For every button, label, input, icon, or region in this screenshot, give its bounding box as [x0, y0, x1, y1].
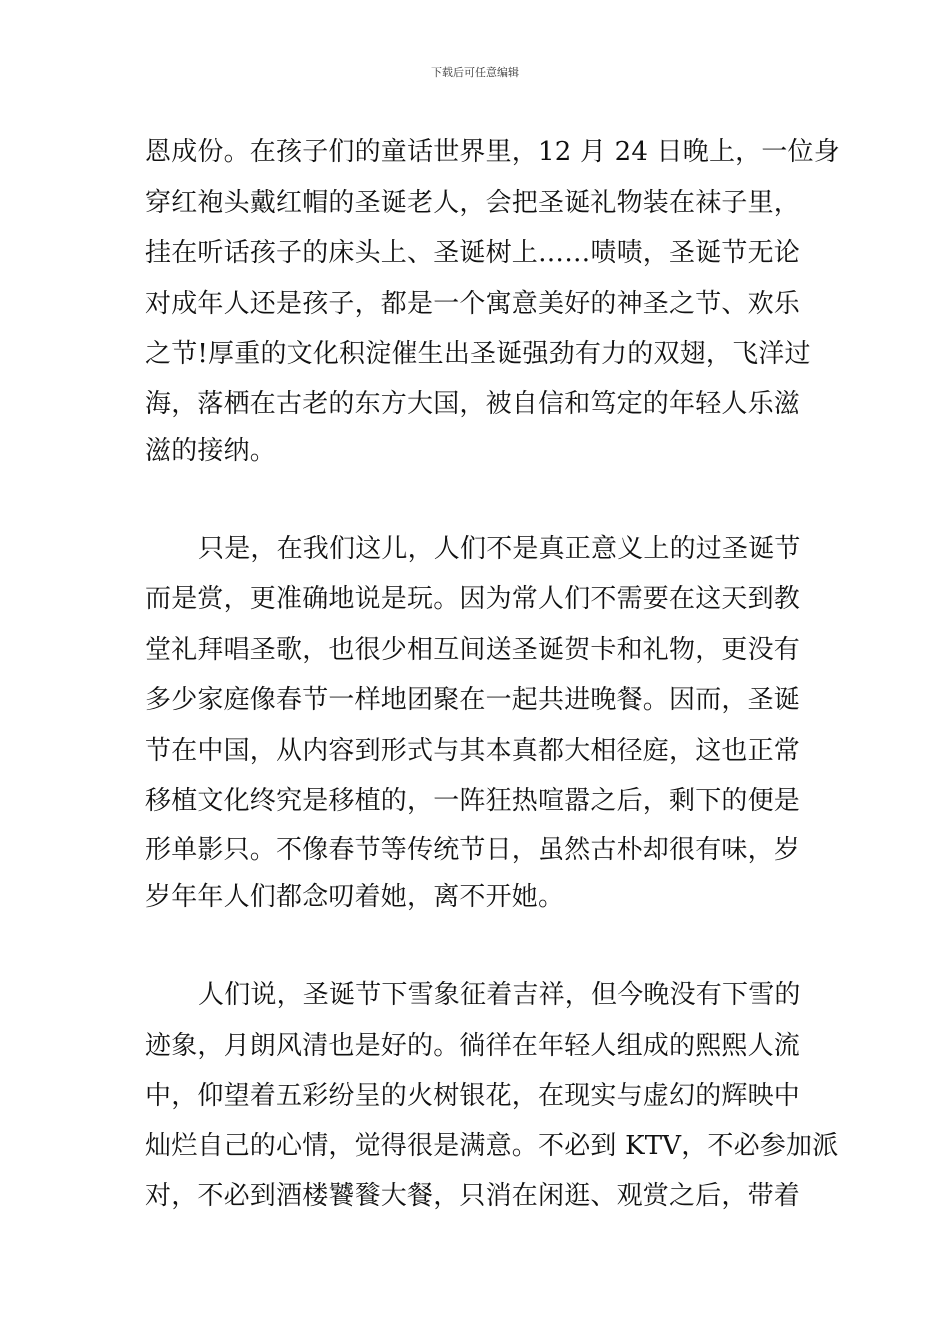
paragraph-1-line-1: 恩成份。在孩子们的童话世界里，12 月 24 日晚上，一位身: [145, 137, 840, 167]
paragraph-2-line-4: 多少家庭像春节一样地团聚在一起共进晚餐。因而，圣诞: [145, 685, 801, 715]
paragraph-1-line-5: 之节!厚重的文化积淀催生出圣诞强劲有力的双翅，飞洋过: [145, 339, 811, 369]
paragraph-3-line-3: 中，仰望着五彩纷呈的火树银花，在现实与虚幻的辉映中: [145, 1081, 801, 1111]
paragraph-3-line-1: 人们说，圣诞节下雪象征着吉祥，但今晚没有下雪的: [198, 980, 801, 1010]
paragraph-1-line-6: 海，落栖在古老的东方大国，被自信和笃定的年轻人乐滋: [145, 389, 801, 419]
paragraph-1-line-2: 穿红袍头戴红帽的圣诞老人，会把圣诞礼物装在袜子里，: [145, 188, 801, 218]
paragraph-1-line-4: 对成年人还是孩子，都是一个寓意美好的神圣之节、欢乐: [145, 289, 801, 319]
paragraph-2-line-6: 移植文化终究是移植的，一阵狂热喧嚣之后，剩下的便是: [145, 786, 801, 816]
paragraph-2-line-1: 只是，在我们这儿，人们不是真正意义上的过圣诞节: [198, 534, 801, 564]
paragraph-2-line-3: 堂礼拜唱圣歌，也很少相互间送圣诞贺卡和礼物，更没有: [145, 635, 801, 665]
paragraph-3-line-2: 迹象，月朗风清也是好的。徜徉在年轻人组成的熙熙人流: [145, 1031, 801, 1061]
page-header: 下载后可任意编辑: [431, 66, 519, 79]
paragraph-3-line-5: 对，不必到酒楼饕餮大餐，只消在闲逛、观赏之后，带着: [145, 1181, 801, 1211]
paragraph-1-line-7: 滋的接纳。: [145, 436, 277, 466]
paragraph-2-line-7: 形单影只。不像春节等传统节日，虽然古朴却很有味，岁: [145, 835, 801, 865]
paragraph-2-line-2: 而是赏，更准确地说是玩。因为常人们不需要在这天到教: [145, 584, 801, 614]
paragraph-1-line-3: 挂在听话孩子的床头上、圣诞树上……啧啧，圣诞节无论: [145, 238, 801, 268]
paragraph-2-line-5: 节在中国，从内容到形式与其本真都大相径庭，这也正常: [145, 736, 801, 766]
paragraph-2-line-8: 岁年年人们都念叨着她，离不开她。: [145, 882, 565, 912]
paragraph-3-line-4: 灿烂自己的心情，觉得很是满意。不必到 KTV，不必参加派: [145, 1131, 839, 1161]
